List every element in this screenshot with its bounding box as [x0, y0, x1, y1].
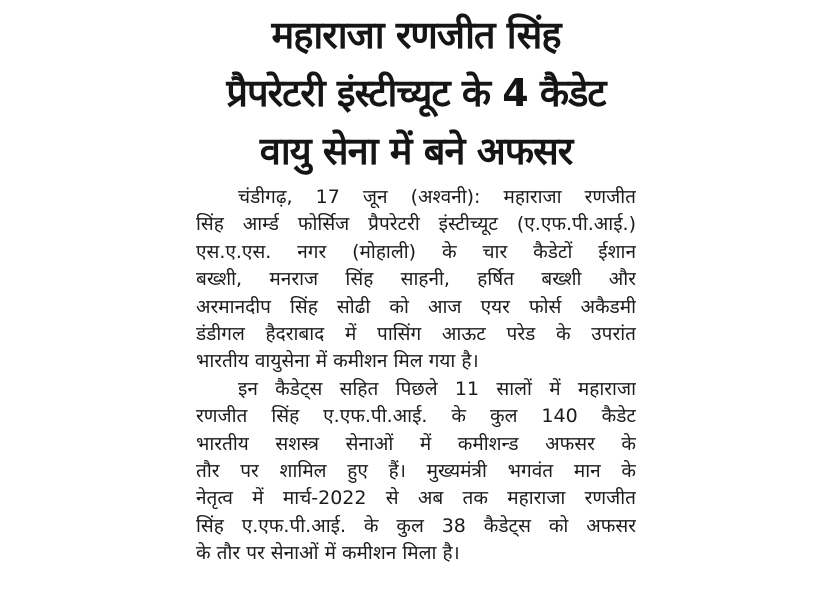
- paragraph-1: [196, 184, 636, 376]
- headline: [196, 0, 636, 180]
- article-body: [196, 184, 636, 568]
- paragraph-1-line-7: भारतीय वायुसेना में कमीशन मिल गया है।: [196, 350, 479, 373]
- paragraph-2-line-1: इन कैडेट्स सहित पिछले 11 सालों में महाराजा: [238, 377, 636, 400]
- paragraph-2-line-4: तौर पर शामिल हुए हैं। मुख्यमंत्री भगवंत मान के: [196, 460, 636, 483]
- paragraph-2-line-2: रणजीत सिंह ए.एफ.पी.आई. के कुल 140 कैडेट: [196, 405, 636, 428]
- paragraph-1-line-3: एस.ए.एस. नगर (मोहाली) के चार कैडेटों ईशान: [196, 240, 636, 263]
- headline-line-3: वायु सेना में बने अफसर: [259, 129, 573, 173]
- headline-line-2: प्रैपरेटरी इंस्टीच्यूट के 4 कैडेट: [226, 71, 606, 115]
- paragraph-2-line-6: सिंह ए.एफ.पी.आई. के कुल 38 कैडेट्स को अफसर: [196, 514, 636, 537]
- paragraph-2-line-5: नेतृत्व में मार्च-2022 से अब तक महाराजा रणजीत: [196, 487, 636, 510]
- news-clipping: [196, 0, 636, 614]
- headline-line-1: महाराजा रणजीत सिंह: [271, 13, 561, 57]
- paragraph-1-line-4: बख्शी, मनराज सिंह साहनी, हर्षित बख्शी और: [196, 268, 636, 291]
- paragraph-1-line-2: सिंह आर्म्ड फोर्सिज प्रैपरेटरी इंस्टीच्यूट (ए.एफ.पी.आई.): [196, 213, 636, 236]
- paragraph-2-line-7: के तौर पर सेनाओं में कमीशन मिला है।: [196, 542, 460, 565]
- paragraph-1-line-6: डंडीगल हैदराबाद में पासिंग आऊट परेड के उपरांत: [196, 323, 636, 346]
- paragraph-2-line-3: भारतीय सशस्त्र सेनाओं में कमीशन्ड अफसर के: [196, 432, 636, 455]
- paragraph-1-line-5: अरमानदीप सिंह सोढी को आज एयर फोर्स अकैडमी: [196, 295, 636, 318]
- paragraph-2: [196, 376, 636, 568]
- paragraph-1-line-1: चंडीगढ़, 17 जून (अश्वनी): महाराजा रणजीत: [238, 186, 636, 208]
